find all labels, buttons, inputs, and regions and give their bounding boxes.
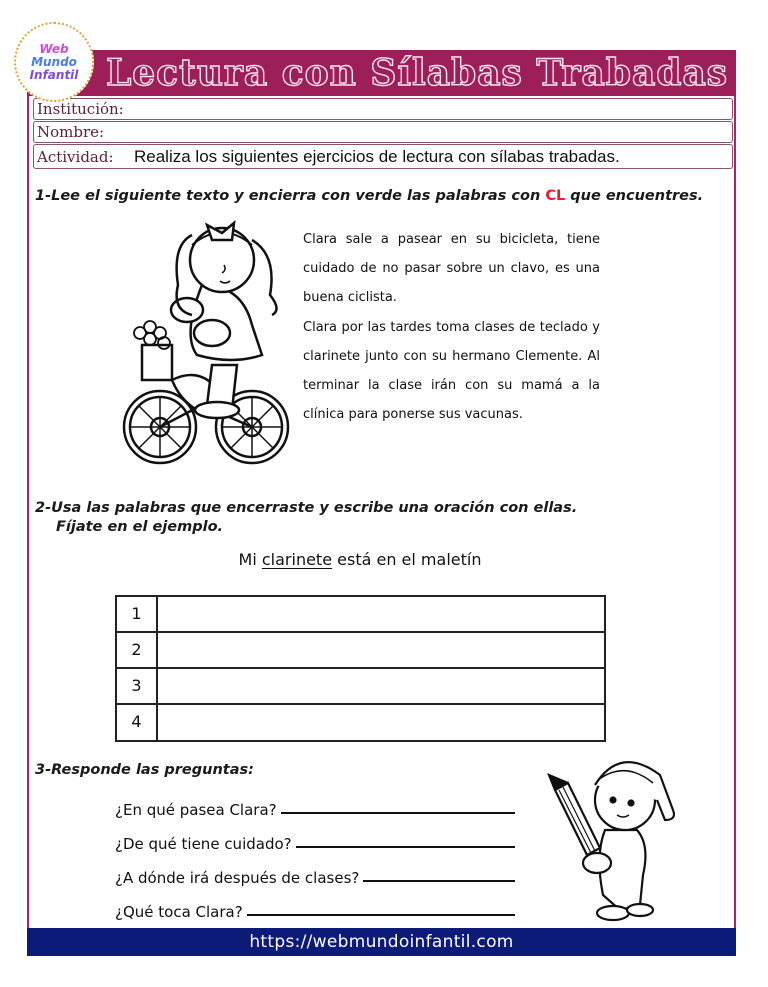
answer-row-number: 3 xyxy=(117,669,158,703)
footer-url[interactable]: https://webmundoinfantil.com xyxy=(249,932,514,952)
activity-label: Actividad: xyxy=(37,148,114,166)
activity-value: Realiza los siguientes ejercicios de lectura con sílabas trabadas. xyxy=(134,147,620,166)
question-item xyxy=(115,785,515,819)
institution-field[interactable] xyxy=(33,98,733,120)
section-2-title: 2-Usa las palabras que encerraste y escribe una oración con ellas. xyxy=(35,500,578,516)
answer-row-number: 4 xyxy=(117,705,158,741)
institution-label: Institución: xyxy=(37,100,124,118)
answer-row-input[interactable] xyxy=(160,669,604,703)
answer-blank[interactable] xyxy=(363,879,515,882)
answer-row-number: 2 xyxy=(117,633,158,667)
section-1-title-end: que encuentres. xyxy=(565,188,704,204)
question-item xyxy=(115,887,515,921)
logo-line-3: Infantil xyxy=(29,67,79,82)
activity-field xyxy=(33,144,733,169)
name-label: Nombre: xyxy=(37,123,105,141)
answer-row xyxy=(117,633,604,669)
reading-paragraph-2: Clara por las tardes toma clases de teclado y clarinete junto con su hermano Clemente. Al terminar la clase irán con su mamá a la clínica para ponerse sus vacunas. xyxy=(303,319,600,423)
section-1-title-text: 1-Lee el siguiente texto y encierra con verde las palabras con xyxy=(35,188,546,204)
name-field[interactable] xyxy=(33,121,733,143)
reading-paragraph-1: Clara sale a pasear en su bicicleta, tiene cuidado de no pasar sobre un clavo, es una buena ciclista. xyxy=(303,232,600,306)
answer-blank[interactable] xyxy=(296,845,515,848)
section-2-subtitle: Fíjate en el ejemplo. xyxy=(56,519,224,535)
question-text: ¿De qué tiene cuidado? xyxy=(115,835,292,853)
question-item xyxy=(115,853,515,887)
page-title: Lectura con Sílabas Trabadas xyxy=(105,52,729,94)
answer-row-input[interactable] xyxy=(160,633,604,667)
answer-row-input[interactable] xyxy=(160,705,604,741)
answer-row xyxy=(117,597,604,633)
example-end: está en el maletín xyxy=(332,550,482,569)
answer-row xyxy=(117,705,604,741)
question-text: ¿Qué toca Clara? xyxy=(115,903,243,921)
logo-line-1: Web xyxy=(39,41,69,56)
answer-row xyxy=(117,669,604,705)
logo-line-2: Mundo xyxy=(31,54,77,69)
example-start: Mi xyxy=(238,550,262,569)
example-keyword: clarinete xyxy=(261,550,333,569)
footer-url-bar xyxy=(27,928,736,956)
boy-holding-pencil-illustration xyxy=(525,745,685,925)
section-1-title xyxy=(35,188,703,204)
question-text: ¿En qué pasea Clara? xyxy=(115,801,277,819)
sentence-answer-table xyxy=(115,595,606,742)
answer-blank[interactable] xyxy=(281,811,515,814)
example-sentence xyxy=(120,550,600,569)
section-1-accent: CL xyxy=(545,188,566,204)
web-mundo-infantil-logo xyxy=(14,22,94,102)
section-3-title: 3-Responde las preguntas: xyxy=(35,762,254,778)
question-text: ¿A dónde irá después de clases? xyxy=(115,869,360,887)
answer-row-input[interactable] xyxy=(160,597,604,631)
reading-text xyxy=(303,225,600,429)
question-list xyxy=(115,785,515,921)
question-item xyxy=(115,819,515,853)
answer-blank[interactable] xyxy=(247,913,515,916)
girl-on-bicycle-illustration xyxy=(112,215,292,470)
answer-row-number: 1 xyxy=(117,597,158,631)
